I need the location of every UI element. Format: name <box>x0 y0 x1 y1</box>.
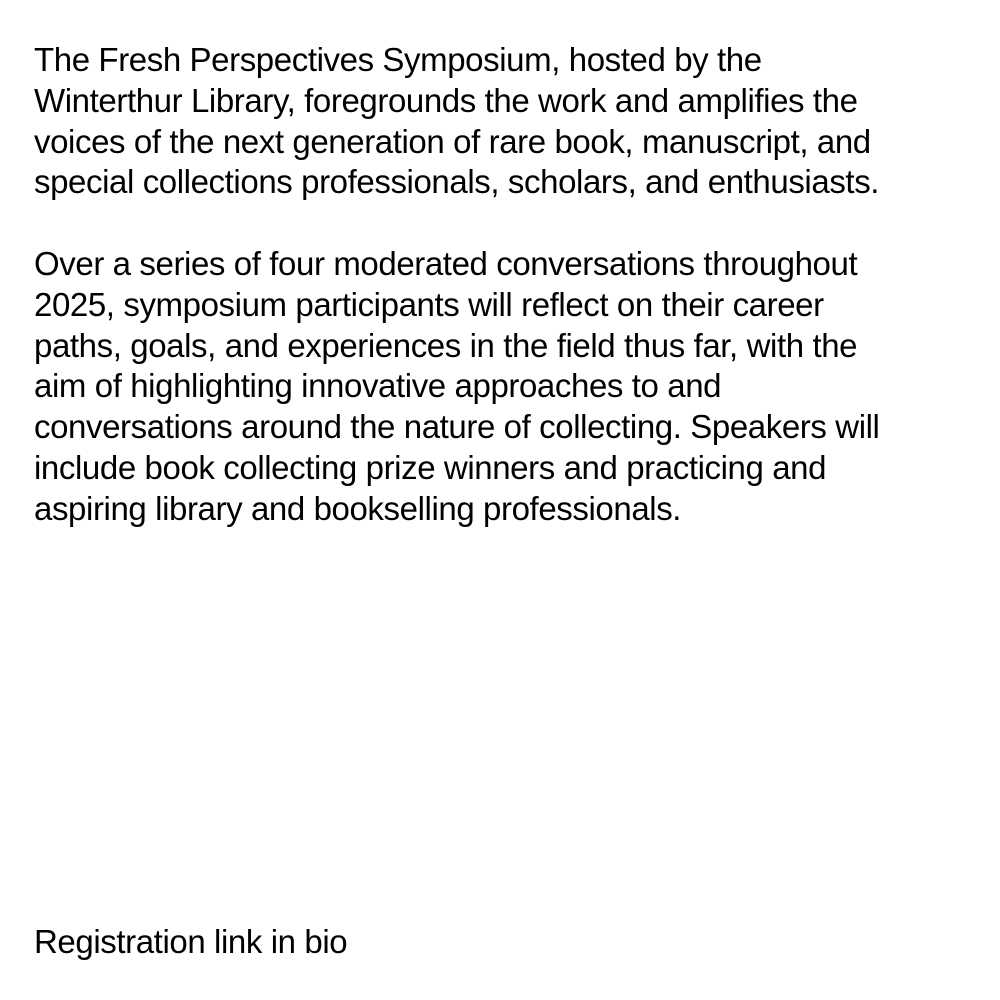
text-line: special collections professionals, scholars, and enthusiasts. <box>34 163 880 201</box>
text-line: include book collecting prize winners and practicing and <box>34 448 827 486</box>
details-paragraph <box>34 244 974 530</box>
text-line: paths, goals, and experiences in the field thus far, with the <box>34 326 858 364</box>
post-body <box>34 40 974 530</box>
text-line: voices of the next generation of rare book, manuscript, and <box>34 122 871 160</box>
text-line: aspiring library and bookselling professionals. <box>34 489 682 527</box>
text-line: Winterthur Library, foregrounds the work and amplifies the <box>34 81 858 119</box>
registration-note: Registration link in bio <box>34 923 348 960</box>
text-line: The Fresh Perspectives Symposium, hosted by the <box>34 41 762 78</box>
intro-paragraph <box>34 40 974 203</box>
text-line: 2025, symposium participants will reflect on their career <box>34 285 824 323</box>
text-line: aim of highlighting innovative approaches to and <box>34 367 722 405</box>
text-line: conversations around the nature of collecting. Speakers will <box>34 408 880 446</box>
text-line: Over a series of four moderated conversations throughout <box>34 244 858 282</box>
